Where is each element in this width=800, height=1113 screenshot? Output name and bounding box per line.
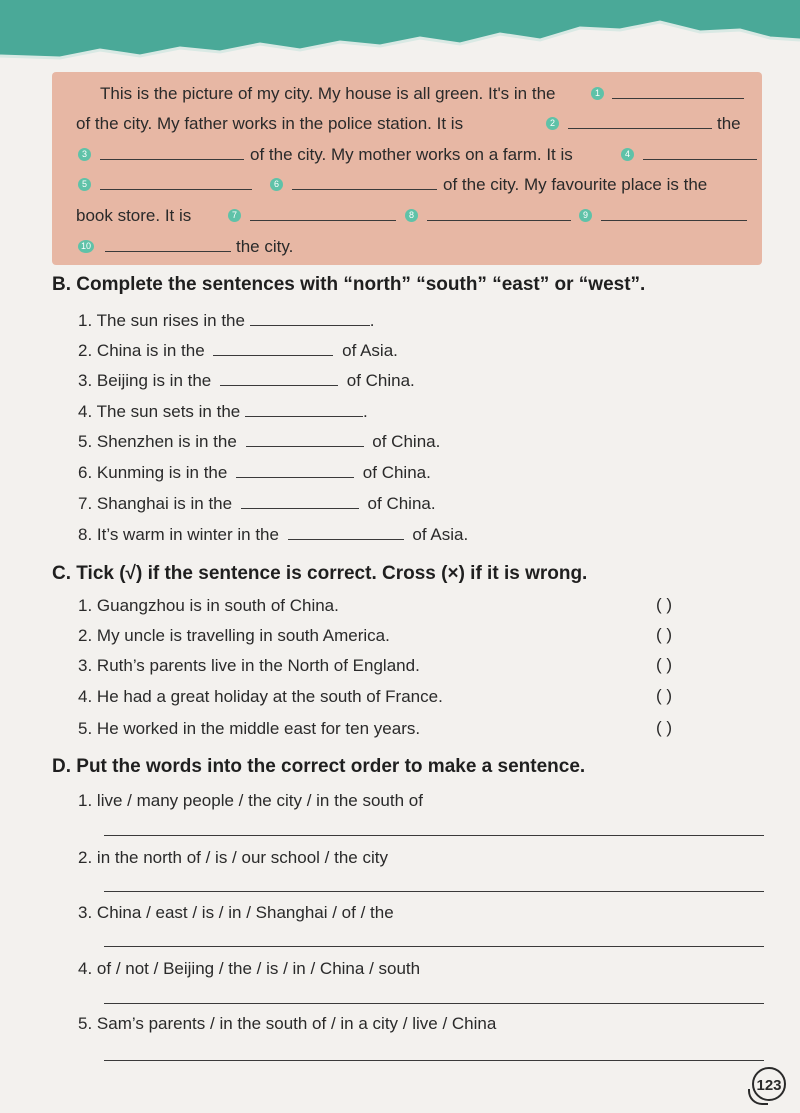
number-circle-3: 3 (78, 148, 91, 161)
answer-parentheses[interactable]: ( ) (656, 655, 673, 674)
list-item (78, 369, 415, 391)
answer-line[interactable] (104, 946, 764, 947)
item-text: Shanghai is in the (96, 494, 233, 513)
item-number: 4. (78, 402, 93, 421)
answer-line[interactable] (104, 835, 764, 836)
item-text: of / not / Beijing / the / is / in / China / south (96, 959, 421, 978)
blank-line[interactable] (601, 201, 747, 221)
list-item (78, 958, 420, 980)
passage-line-3 (0, 140, 800, 170)
item-number: 2. (78, 848, 93, 867)
list-item (78, 902, 394, 924)
number-circle-5: 5 (78, 178, 91, 191)
item-text: Kunming is in the (96, 463, 228, 482)
passage-text: the (717, 114, 741, 133)
page-number: 123 (752, 1067, 786, 1101)
list-item (78, 492, 436, 514)
list-item (78, 625, 390, 647)
item-number: 5. (78, 432, 93, 451)
item-number: 7. (78, 494, 93, 513)
blank-line[interactable] (250, 309, 370, 326)
passage-line-5 (0, 201, 800, 231)
blank-line[interactable] (250, 201, 396, 221)
passage-text: of the city. My mother works on a farm. It is (250, 145, 573, 164)
number-circle-9: 9 (579, 209, 592, 222)
item-text: of China. (346, 371, 415, 390)
item-number: 1. (78, 311, 93, 330)
blank-line[interactable] (100, 140, 244, 160)
blank-line[interactable] (427, 201, 571, 221)
list-item (78, 1013, 496, 1035)
section-b-heading: B. Complete the sentences with “north” “south” “east” or “west”. (52, 274, 646, 295)
item-text: Shenzhen is in the (96, 432, 237, 451)
passage-line-4 (0, 170, 800, 200)
item-number: 2. (78, 341, 93, 360)
item-text: He worked in the middle east for ten years. (96, 719, 421, 738)
item-number: 4. (78, 687, 93, 706)
item-text: of China. (367, 494, 436, 513)
item-text: . (362, 402, 368, 421)
item-text: live / many people / the city / in the south of (96, 791, 423, 810)
number-circle-8: 8 (405, 209, 418, 222)
item-text: Guangzhou is in south of China. (96, 596, 339, 615)
item-number: 3. (78, 903, 93, 922)
item-text: Beijing is in the (96, 371, 212, 390)
item-text: The sun sets in the (96, 402, 241, 421)
number-circle-4: 4 (621, 148, 634, 161)
item-text: of Asia. (342, 341, 398, 360)
blank-line[interactable] (568, 109, 712, 129)
answer-parentheses[interactable]: ( ) (656, 625, 673, 644)
blank-line[interactable] (612, 79, 744, 99)
blank-line[interactable] (220, 369, 338, 386)
item-text: Sam’s parents / in the south of / in a city / live / China (96, 1014, 497, 1033)
item-text: Ruth’s parents live in the North of England. (96, 656, 420, 675)
item-number: 3. (78, 371, 93, 390)
item-number: 3. (78, 656, 93, 675)
blank-line[interactable] (100, 170, 252, 190)
number-circle-2: 2 (546, 117, 559, 130)
blank-line[interactable] (246, 430, 364, 447)
answer-line[interactable] (104, 1003, 764, 1004)
item-text: in the north of / is / our school / the city (96, 848, 388, 867)
answer-parentheses[interactable]: ( ) (656, 595, 673, 614)
item-text: China / east / is / in / Shanghai / of / the (96, 903, 394, 922)
top-banner (0, 0, 800, 72)
item-text: of China. (362, 463, 431, 482)
item-number: 5. (78, 719, 93, 738)
item-text: The sun rises in the (96, 311, 245, 330)
item-text: It’s warm in winter in the (96, 525, 279, 544)
number-circle-1: 1 (591, 87, 604, 100)
number-circle-6: 6 (270, 178, 283, 191)
answer-line[interactable] (104, 1060, 764, 1061)
number-circle-7: 7 (228, 209, 241, 222)
passage-text: This is the picture of my city. My house is all green. It's in the (100, 84, 556, 103)
list-item (78, 523, 468, 545)
item-number: 6. (78, 463, 93, 482)
blank-line[interactable] (105, 232, 231, 252)
blank-line[interactable] (236, 461, 354, 478)
list-item (78, 686, 443, 708)
list-item (78, 430, 440, 452)
item-text: . (369, 311, 375, 330)
item-number: 2. (78, 626, 93, 645)
list-item (78, 461, 431, 483)
passage-text: book store. It is (76, 206, 192, 225)
list-item (78, 400, 368, 422)
item-number: 1. (78, 791, 93, 810)
list-item (78, 595, 339, 617)
passage-line-6 (0, 232, 800, 262)
blank-line[interactable] (241, 492, 359, 509)
number-circle-10: 10 (78, 240, 94, 253)
item-text: My uncle is travelling in south America. (96, 626, 390, 645)
blank-line[interactable] (288, 523, 404, 540)
section-c-heading: C. Tick (√) if the sentence is correct. Cross (×) if it is wrong. (52, 563, 588, 584)
item-text: of Asia. (412, 525, 469, 544)
passage-line-2 (0, 109, 800, 139)
item-number: 4. (78, 959, 93, 978)
blank-line[interactable] (643, 140, 757, 160)
blank-line[interactable] (213, 339, 333, 356)
blank-line[interactable] (292, 170, 437, 190)
list-item (78, 790, 423, 812)
section-d-heading: D. Put the words into the correct order to make a sentence. (52, 756, 586, 777)
blank-line[interactable] (245, 400, 363, 417)
item-text: China is in the (96, 341, 205, 360)
passage-line-1 (0, 79, 800, 109)
answer-line[interactable] (104, 891, 764, 892)
passage-text: of the city. My father works in the police station. It is (76, 114, 464, 133)
item-text: He had a great holiday at the south of France. (96, 687, 443, 706)
answer-parentheses[interactable]: ( ) (656, 686, 673, 705)
list-item (78, 655, 420, 677)
item-number: 1. (78, 596, 93, 615)
list-item (78, 309, 374, 331)
answer-parentheses[interactable]: ( ) (656, 718, 673, 737)
passage-text: the city. (236, 237, 294, 256)
item-number: 5. (78, 1014, 93, 1033)
list-item (78, 847, 388, 869)
passage-text: of the city. My favourite place is the (443, 175, 708, 194)
list-item (78, 339, 398, 361)
item-number: 8. (78, 525, 93, 544)
list-item (78, 718, 420, 740)
item-text: of China. (372, 432, 441, 451)
